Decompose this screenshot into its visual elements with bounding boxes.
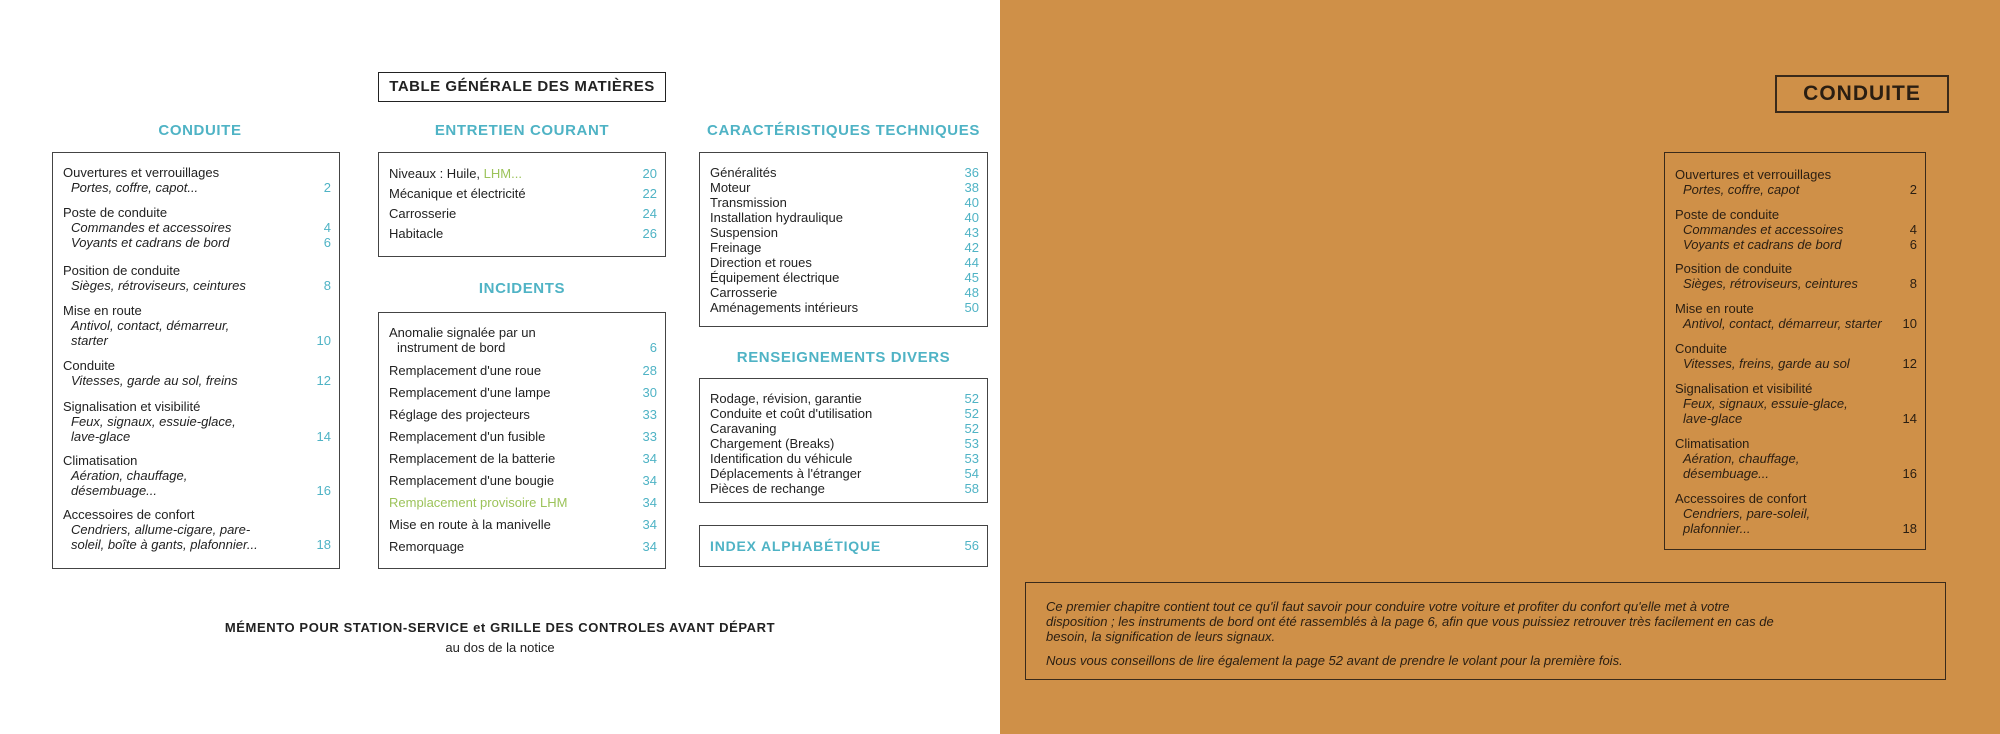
toc-entry[interactable]: Freinage 42 <box>710 240 979 255</box>
incidents-heading: INCIDENTS <box>478 280 566 297</box>
toc-entry[interactable]: Climatisation Aération, chauffage, désembuage... 16 <box>63 453 331 498</box>
toc-entry[interactable]: Remplacement d'une roue 28 <box>389 363 657 378</box>
renseignements-heading: RENSEIGNEMENTS DIVERS <box>736 349 951 366</box>
page-number: 24 <box>642 206 657 221</box>
toc-entry[interactable]: Niveaux : Huile, LHM... 20 <box>389 166 657 181</box>
page-number: 6 <box>323 235 331 250</box>
renseignements-box <box>699 378 988 503</box>
toc-entry[interactable]: Remplacement d'une bougie 34 <box>389 473 657 488</box>
page-number: 14 <box>1902 411 1917 426</box>
toc-entry[interactable]: Remplacement de la batterie 34 <box>389 451 657 466</box>
toc-entry[interactable]: Mise en route Antivol, contact, démarreur, starter 10 <box>1675 301 1917 331</box>
toc-entry[interactable]: Poste de conduite Commandes et accessoires Voyants et cadrans de bord 4 6 <box>1675 207 1917 252</box>
page-number: 18 <box>316 537 331 552</box>
chapter-title: CONDUITE <box>1775 75 1949 113</box>
toc-entry[interactable]: Caravaning 52 <box>710 421 979 436</box>
page-number: 16 <box>316 483 331 498</box>
toc-entry[interactable]: Signalisation et visibilité Feux, signaux, essuie-glace, lave-glace 14 <box>63 399 331 444</box>
page-number: 20 <box>642 166 657 181</box>
toc-entry[interactable]: Carrosserie 48 <box>710 285 979 300</box>
page-number: 40 <box>964 210 979 225</box>
toc-entry[interactable]: Signalisation et visibilité Feux, signaux, essuie-glace, lave-glace 14 <box>1675 381 1917 426</box>
entretien-heading: ENTRETIEN COURANT <box>434 122 610 139</box>
page-title: TABLE GÉNÉRALE DES MATIÈRES <box>378 72 666 102</box>
memento-subtitle: au dos de la notice <box>445 640 555 655</box>
page-number: 10 <box>316 333 331 348</box>
page-number: 42 <box>964 240 979 255</box>
toc-entry[interactable]: Remorquage 34 <box>389 539 657 554</box>
page-number: 34 <box>642 517 657 532</box>
page-number: 12 <box>316 373 331 388</box>
page-number: 36 <box>964 165 979 180</box>
page-number: 40 <box>964 195 979 210</box>
toc-entry[interactable]: Direction et roues 44 <box>710 255 979 270</box>
page-number: 53 <box>964 451 979 466</box>
toc-entry[interactable]: Transmission 40 <box>710 195 979 210</box>
toc-entry[interactable]: Accessoires de confort Cendriers, pare-soleil, plafonnier... 18 <box>1675 491 1917 536</box>
page-number: 52 <box>964 391 979 406</box>
page-number: 8 <box>1909 276 1917 291</box>
page-number: 12 <box>1902 356 1917 371</box>
toc-entry[interactable]: Accessoires de confort Cendriers, allume-cigare, pare- soleil, boîte à gants, plafonnier... 18 <box>63 507 331 552</box>
toc-entry[interactable]: Position de conduite Sièges, rétroviseurs, ceintures 8 <box>1675 261 1917 291</box>
toc-entry[interactable]: Identification du véhicule 53 <box>710 451 979 466</box>
page-number: 48 <box>964 285 979 300</box>
toc-entry[interactable]: Mécanique et électricité 22 <box>389 186 657 201</box>
page-number: 34 <box>642 539 657 554</box>
page-number: 30 <box>642 385 657 400</box>
page-number: 53 <box>964 436 979 451</box>
index-link[interactable] <box>699 525 988 567</box>
toc-entry[interactable]: Remplacement provisoire LHM 34 <box>389 495 657 510</box>
toc-entry[interactable]: Conduite et coût d'utilisation 52 <box>710 406 979 421</box>
toc-entry[interactable]: Remplacement d'une lampe 30 <box>389 385 657 400</box>
toc-entry[interactable]: Suspension 43 <box>710 225 979 240</box>
page-number: 34 <box>642 495 657 510</box>
page-number: 33 <box>642 429 657 444</box>
page-number: 34 <box>642 451 657 466</box>
page-number: 52 <box>964 406 979 421</box>
toc-entry[interactable]: Déplacements à l'étranger 54 <box>710 466 979 481</box>
page-number: 26 <box>642 226 657 241</box>
page-number: 4 <box>1909 222 1917 237</box>
toc-entry[interactable]: Ouvertures et verrouillages Portes, coffre, capot 2 <box>1675 167 1917 197</box>
page-number: 4 <box>323 220 331 235</box>
toc-entry[interactable]: Conduite Vitesses, garde au sol, freins 12 <box>63 358 331 388</box>
page-number: 2 <box>1909 182 1917 197</box>
page-number: 50 <box>964 300 979 315</box>
page-number: 6 <box>649 340 657 355</box>
toc-entry[interactable]: Conduite Vitesses, freins, garde au sol 12 <box>1675 341 1917 371</box>
conduite-box <box>52 152 340 569</box>
caracteristiques-box <box>699 152 988 327</box>
page-number: 18 <box>1902 521 1917 536</box>
page-number: 58 <box>964 481 979 496</box>
incidents-box <box>378 312 666 569</box>
toc-entry[interactable]: Réglage des projecteurs 33 <box>389 407 657 422</box>
intro-advice: Nous vous conseillons de lire également la page 52 avant de prendre le volant pour la première fois. <box>1046 653 1623 668</box>
toc-entry[interactable]: Rodage, révision, garantie 52 <box>710 391 979 406</box>
toc-entry[interactable]: Moteur 38 <box>710 180 979 195</box>
intro-paragraph: Ce premier chapitre contient tout ce qu'il faut savoir pour conduire votre voiture et profiter du confort qu'elle met à votre disposition ; les instruments de bord ont été rassemblés à la page 6, afin que vous puissiez retrouver très facilement en cas de besoin, la signification de leurs signaux. <box>1046 599 1774 644</box>
toc-entry[interactable]: Position de conduite Sièges, rétroviseurs, ceintures 8 <box>63 263 331 293</box>
toc-entry[interactable]: Équipement électrique 45 <box>710 270 979 285</box>
toc-entry[interactable]: Pièces de rechange 58 <box>710 481 979 496</box>
page-number: 10 <box>1902 316 1917 331</box>
page-number: 22 <box>642 186 657 201</box>
toc-entry[interactable]: Généralités 36 <box>710 165 979 180</box>
page-number: 56 <box>964 538 979 553</box>
entretien-box <box>378 152 666 257</box>
toc-entry[interactable]: Chargement (Breaks) 53 <box>710 436 979 451</box>
toc-entry[interactable]: Mise en route Antivol, contact, démarreur, starter 10 <box>63 303 331 348</box>
page-number: 8 <box>323 278 331 293</box>
toc-entry[interactable]: Carrosserie 24 <box>389 206 657 221</box>
toc-entry[interactable]: Poste de conduite Commandes et accessoires Voyants et cadrans de bord 4 6 <box>63 205 331 250</box>
toc-entry[interactable]: Remplacement d'un fusible 33 <box>389 429 657 444</box>
page-number: 45 <box>964 270 979 285</box>
page-number: 43 <box>964 225 979 240</box>
toc-entry[interactable]: Installation hydraulique 40 <box>710 210 979 225</box>
toc-entry[interactable]: Climatisation Aération, chauffage, désembuage... 16 <box>1675 436 1917 481</box>
page-number: 52 <box>964 421 979 436</box>
toc-entry[interactable]: Aménagements intérieurs 50 <box>710 300 979 315</box>
page-number: 6 <box>1909 237 1917 252</box>
toc-entry[interactable]: Mise en route à la manivelle 34 <box>389 517 657 532</box>
page-number: 34 <box>642 473 657 488</box>
page-number: 2 <box>323 180 331 195</box>
chapter-toc-box <box>1664 152 1926 550</box>
page-number: 33 <box>642 407 657 422</box>
page-number: 16 <box>1902 466 1917 481</box>
intro-box <box>1025 582 1946 680</box>
toc-entry[interactable]: Ouvertures et verrouillages Portes, coffre, capot... 2 <box>63 165 331 195</box>
page-number: 14 <box>316 429 331 444</box>
memento-title: MÉMENTO POUR STATION-SERVICE et GRILLE DES CONTROLES AVANT DÉPART <box>224 620 776 635</box>
page-number: 38 <box>964 180 979 195</box>
page-number: 28 <box>642 363 657 378</box>
page-number: 54 <box>964 466 979 481</box>
index-label: INDEX ALPHABÉTIQUE <box>710 538 882 554</box>
toc-entry[interactable]: Anomalie signalée par un instrument de bord 6 <box>389 325 657 355</box>
toc-entry[interactable]: Habitacle 26 <box>389 226 657 241</box>
conduite-heading: CONDUITE <box>158 122 242 139</box>
page-number: 44 <box>964 255 979 270</box>
caracteristiques-heading: CARACTÉRISTIQUES TECHNIQUES <box>707 122 980 139</box>
